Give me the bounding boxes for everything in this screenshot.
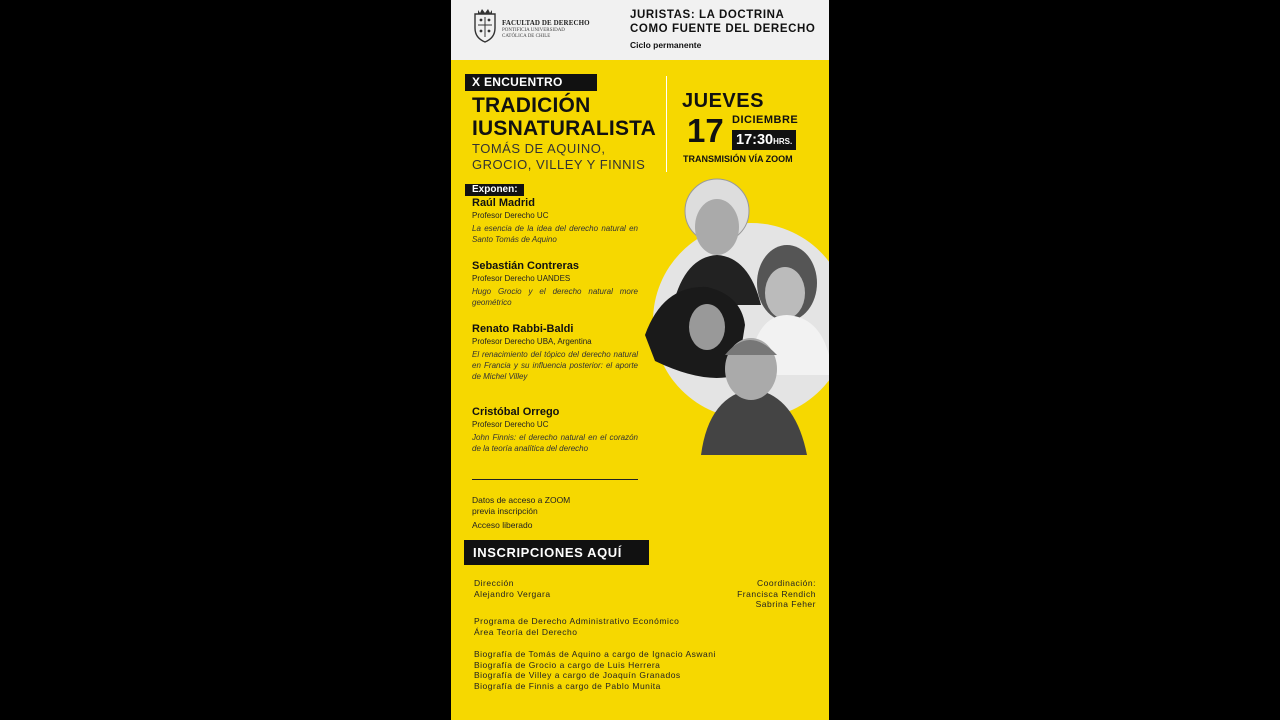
speaker-name: Cristóbal Orrego [472,406,560,418]
event-weekday: JUEVES [682,90,764,112]
event-poster [451,0,829,720]
faculty-name: FACULTAD DE DERECHO [502,19,590,27]
biography-credit: Biografía de Tomás de Aquino a cargo de Ignacio Aswani [474,649,716,659]
transmission-info: TRANSMISIÓN VÍA ZOOM [683,154,793,164]
event-time-unit: HRS. [773,137,793,146]
biography-credit: Biografía de Finnis a cargo de Pablo Munita [474,680,661,691]
event-subtitle [472,141,672,173]
header-band [451,0,829,60]
access-note: Acceso liberado [472,520,533,530]
speaker-affiliation: Profesor Derecho UBA, Argentina [472,337,592,346]
speaker-card [472,406,638,454]
encounter-number-label: X ENCUENTRO [465,74,597,91]
coordinator-name: Francisca Rendich [737,588,816,599]
speakers-label: Exponen: [465,184,524,196]
event-subtitle-line1: TOMÁS DE AQUINO, [472,141,606,156]
speaker-card [472,197,638,245]
speaker-talk-title: Hugo Grocio y el derecho natural more geométrico [472,287,638,307]
program-area: Área Teoría del Derecho [474,626,578,637]
biography-credit: Biografía de Villey a cargo de Joaquín Granados [474,670,681,680]
speaker-card [472,260,638,308]
direction-label: Dirección [474,578,514,588]
speaker-card [472,323,638,382]
event-time-value: 17:30 [736,132,774,148]
speaker-affiliation: Profesor Derecho UANDES [472,274,571,283]
coordination-block [661,578,816,610]
speaker-talk-title: John Finnis: el derecho natural en el corazón de la teoría analítica del derecho [472,433,638,453]
speaker-affiliation: Profesor Derecho UC [472,211,549,220]
event-month: DICIEMBRE [732,114,799,126]
series-title-line1: JURISTAS: LA DOCTRINA [630,9,785,21]
event-title-line2: IUSNATURALISTA [472,117,657,140]
biographies-block [474,649,716,691]
university-name: PONTIFICIA UNIVERSIDAD CATÓLICA DE CHILE [502,28,565,39]
direction-name: Alejandro Vergara [474,588,551,599]
speaker-affiliation: Profesor Derecho UC [472,420,549,429]
speaker-name: Renato Rabbi-Baldi [472,323,574,335]
series-title-line2: COMO FUENTE DEL DERECHO [630,23,816,35]
registration-button[interactable]: INSCRIPCIONES AQUÍ [464,540,649,565]
direction-block [474,578,551,599]
speaker-talk-title: La esencia de la idea del derecho natural en Santo Tomás de Aquino [472,224,638,244]
registration-note: previa inscripción [472,506,538,516]
speaker-talk-title: El renacimiento del tópico del derecho natural en Francia y su influencia posterior: el aporte de Michel Villey [472,350,638,381]
divider-horizontal [472,479,638,480]
biography-credit: Biografía de Grocio a cargo de Luis Herrera [474,659,661,670]
divider-vertical [666,76,667,172]
zoom-access-info: Datos de acceso a ZOOM [472,495,571,505]
program-block [474,616,679,637]
program-name: Programa de Derecho Administrativo Económico [474,616,680,626]
event-title-line1: TRADICIÓN [472,94,591,117]
coordination-label: Coordinación: [757,578,816,588]
coordinator-name: Sabrina Feher [755,599,816,609]
event-title [472,94,656,140]
event-subtitle-line2: GROCIO, VILLEY Y FINNIS [472,157,646,172]
speaker-name: Raúl Madrid [472,197,535,209]
jurists-portrait-collage-icon [645,175,829,465]
speaker-name: Sebastián Contreras [472,260,579,272]
event-day: 17 [687,112,724,149]
series-title [630,8,826,36]
university-crest-icon [472,8,498,44]
event-time [732,130,796,150]
series-subtitle: Ciclo permanente [630,40,702,50]
